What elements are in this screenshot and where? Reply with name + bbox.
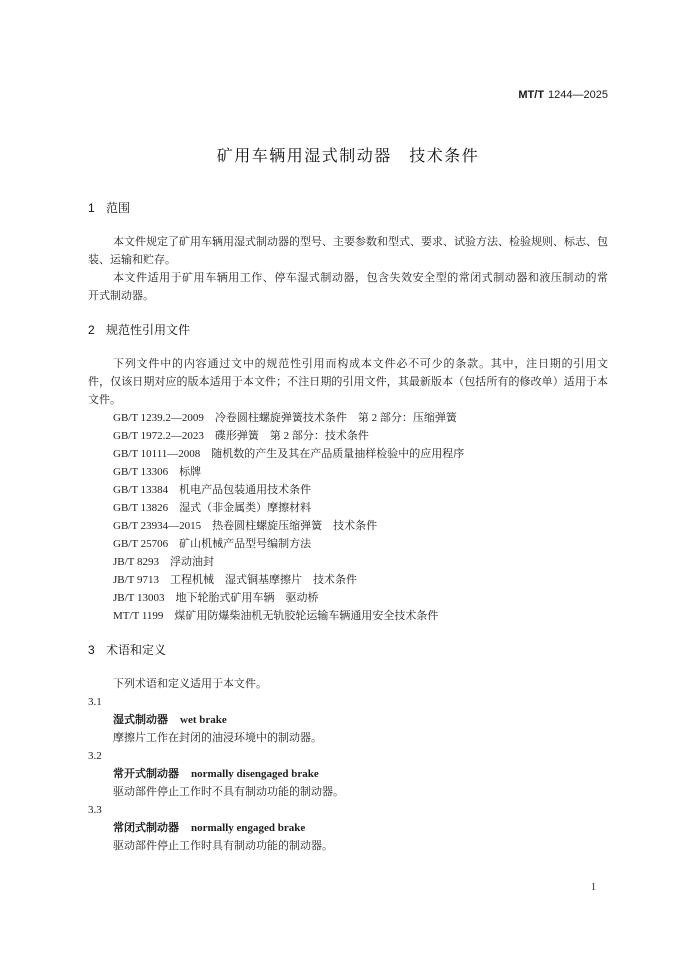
reference-title: 浮动油封 (169, 556, 214, 568)
section-title: 范围 (106, 201, 131, 215)
document-header (518, 87, 608, 103)
paragraph-line: 开式制动器。 (88, 290, 154, 302)
reference-code: GB/T 13826 (113, 502, 169, 514)
reference-title: 随机数的产生及其在产品质量抽样检验中的应用程序 (211, 448, 465, 460)
paragraph-line: 本文件适用于矿用车辆用工作、停车湿式制动器，包含失效安全型的常闭式制动器和液压制动的常 (113, 272, 608, 284)
term-entry (88, 711, 608, 729)
reference-title: 矿山机械产品型号编制方法 (179, 538, 312, 550)
section-number: 1 (88, 201, 95, 215)
reference-item (88, 589, 608, 607)
reference-code: GB/T 13384 (113, 484, 169, 496)
reference-title: 地下轮胎式矿用车辆 驱动桥 (175, 592, 319, 604)
reference-code: GB/T 23934—2015 (113, 520, 202, 532)
term-chinese: 常闭式制动器 (113, 822, 179, 834)
term-entry (88, 819, 608, 837)
reference-code: GB/T 1972.2—2023 (113, 430, 204, 442)
reference-item (88, 481, 608, 499)
term-number: 3.2 (88, 750, 102, 762)
section-number: 3 (88, 643, 95, 657)
term-english: normally disengaged brake (191, 768, 319, 780)
section-title: 规范性引用文件 (106, 323, 191, 337)
standard-code-number: 1244—2025 (548, 89, 608, 101)
reference-item (88, 463, 608, 481)
reference-item (88, 427, 608, 445)
term-number: 3.1 (88, 696, 102, 708)
section-title: 术语和定义 (106, 643, 167, 657)
term-english: wet brake (180, 714, 227, 726)
page-number: 1 (591, 882, 596, 893)
reference-title: 热卷圆柱螺旋压缩弹簧 技术条件 (212, 520, 378, 532)
paragraph-line: 文件。 (88, 394, 121, 406)
reference-code: GB/T 10111—2008 (113, 448, 201, 460)
reference-item (88, 571, 608, 589)
reference-code: JB/T 8293 (113, 556, 159, 568)
reference-code: GB/T 25706 (113, 538, 169, 550)
reference-code: MT/T 1199 (113, 610, 164, 622)
term-definition: 驱动部件停止工作时不具有制动功能的制动器。 (113, 786, 344, 798)
reference-title: 工程机械 湿式铜基摩擦片 技术条件 (169, 574, 357, 586)
reference-item (88, 607, 608, 625)
reference-title: 冷卷圆柱螺旋弹簧技术条件 第 2 部分：压缩弹簧 (214, 412, 457, 424)
standard-code-prefix: MT/T (518, 89, 545, 101)
reference-title: 机电产品包装通用技术条件 (179, 484, 312, 496)
document-title: 矿用车辆用湿式制动器 技术条件 (216, 148, 480, 165)
term-entry (88, 765, 608, 783)
reference-title: 煤矿用防爆柴油机无轨胶轮运输车辆通用安全技术条件 (174, 610, 439, 622)
section-heading-terms-definitions (88, 641, 608, 659)
reference-title: 湿式（非金属类）摩擦材料 (179, 502, 312, 514)
paragraph-line: 下列术语和定义适用于本文件。 (113, 678, 267, 690)
reference-code: JB/T 9713 (113, 574, 159, 586)
paragraph-line: 本文件规定了矿用车辆用湿式制动器的型号、主要参数和型式、要求、试验方法、检验规则、标志、包 (113, 236, 608, 248)
reference-item (88, 517, 608, 535)
section-heading-scope (88, 199, 608, 217)
term-english: normally engaged brake (191, 822, 306, 834)
reference-title: 标牌 (179, 466, 202, 478)
reference-item (88, 445, 608, 463)
section-number: 2 (88, 323, 95, 337)
reference-code: GB/T 13306 (113, 466, 169, 478)
paragraph-line: 下列文件中的内容通过文中的规范性引用而构成本文件必不可少的条款。其中，注日期的引用文 (113, 358, 608, 370)
reference-title: 碟形弹簧 第 2 部分：技术条件 (214, 430, 369, 442)
reference-item (88, 535, 608, 553)
reference-code: GB/T 1239.2—2009 (113, 412, 204, 424)
term-definition: 摩擦片工作在封闭的油浸环境中的制动器。 (113, 732, 322, 744)
reference-item (88, 499, 608, 517)
reference-code: JB/T 13003 (113, 592, 165, 604)
term-number: 3.3 (88, 804, 102, 816)
term-chinese: 常开式制动器 (113, 768, 179, 780)
term-definition: 驱动部件停止工作时具有制动功能的制动器。 (113, 840, 333, 852)
paragraph-line: 装、运输和贮存。 (88, 254, 176, 266)
section-heading-normative-references (88, 321, 608, 339)
paragraph-line: 件，仅该日期对应的版本适用于本文件；不注日期的引用文件，其最新版本（包括所有的修改单）适用于本 (88, 376, 608, 388)
term-chinese: 湿式制动器 (113, 714, 168, 726)
reference-item (88, 409, 608, 427)
reference-item (88, 553, 608, 571)
document-body (88, 199, 608, 855)
